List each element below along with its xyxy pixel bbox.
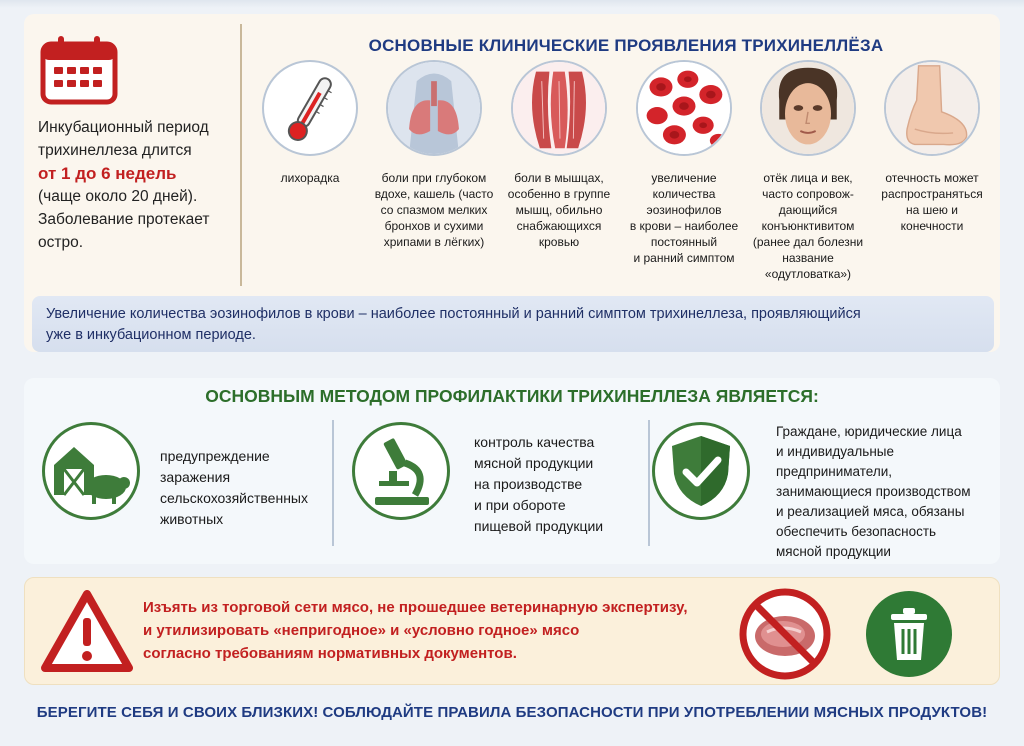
trash-bin-icon (865, 590, 953, 683)
symptom-face-edema (748, 60, 868, 282)
warning-line: и утилизировать «непригодное» и «условно годное» мясо (143, 622, 580, 639)
clinical-title: ОСНОВНЫЕ КЛИНИЧЕСКИЕ ПРОЯВЛЕНИЯ ТРИХИНЕЛЛЁЗА (368, 36, 884, 55)
caption-line: хрипами в лёгких) (383, 235, 485, 249)
prevention-line: животных (160, 511, 224, 527)
shield-check-icon (652, 422, 750, 520)
symptom-caption (624, 170, 744, 266)
calendar-icon (40, 34, 118, 111)
symptom-caption (374, 170, 494, 250)
blood-cells-icon (636, 60, 732, 156)
caption-line: «одутловатка») (764, 267, 852, 281)
prevention-title: ОСНОВНЫМ МЕТОДОМ ПРОФИЛАКТИКИ ТРИХИНЕЛЛЕЗА ЯВЛЯЕТСЯ: (205, 386, 819, 406)
incubation-line: Инкубационный период (38, 119, 209, 136)
incubation-text (38, 116, 238, 254)
microscope-icon (352, 422, 450, 520)
prevention-line: занимающиеся производством (776, 484, 971, 499)
incubation-line: Заболевание протекает (38, 211, 210, 228)
prevention-line: мясной продукции (474, 455, 594, 471)
symptom-fever (250, 60, 370, 186)
incubation-line: остро. (38, 234, 84, 251)
symptom-caption (250, 170, 370, 186)
symptom-caption (499, 170, 619, 250)
caption-line: отечность может (885, 171, 979, 185)
caption-line: конечности (900, 219, 964, 233)
prevention-line: пищевой продукции (474, 518, 604, 534)
warning-line: Изъять из торговой сети мясо, не прошедшее ветеринарную экспертизу, (143, 599, 688, 616)
prevention-text (160, 446, 330, 530)
top-strip (0, 0, 1024, 8)
eosinophil-banner (32, 296, 994, 352)
symptom-muscles (499, 60, 619, 250)
prevention-line: обеспечить безопасность (776, 524, 937, 539)
prevention-line: Граждане, юридические лица (776, 424, 962, 439)
muscles-icon (511, 60, 607, 156)
prevention-line: предупреждение (160, 448, 270, 464)
prevention-line: на производстве (474, 476, 583, 492)
prevention-line: и индивидуальные (776, 444, 894, 459)
caption-line: постоянный (650, 235, 718, 249)
prevention-item-microscope (342, 418, 642, 558)
caption-line: и ранний симптом (633, 251, 735, 265)
swollen-foot-icon (884, 60, 980, 156)
symptom-caption (872, 170, 992, 234)
caption-line: бронхов и сухими (384, 219, 484, 233)
caption-line: вдохе, кашель (часто (374, 187, 494, 201)
caption-line: на шею и (906, 203, 958, 217)
symptom-edema (872, 60, 992, 234)
caption-line: снабжающихся (516, 219, 602, 233)
divider (332, 420, 334, 546)
caption-line: лихорадка (280, 171, 340, 185)
prevention-section (24, 378, 1000, 564)
prevention-line: заражения (160, 469, 231, 485)
caption-line: боли в мышцах, (514, 171, 604, 185)
warning-icon (41, 590, 133, 677)
banner-line: Увеличение количества эозинофилов в крови – наиболее постоянный и ранний симптом трихинеллеза, проявляющийся (46, 306, 861, 322)
caption-line: боли при глубоком (381, 171, 487, 185)
caption-line: название (782, 251, 834, 265)
symptom-eosinophils (624, 60, 744, 266)
caption-line: дающийся (778, 203, 838, 217)
thermometer-icon (262, 60, 358, 156)
caption-line: увеличение (651, 171, 717, 185)
caption-line: часто сопровож- (762, 187, 854, 201)
banner-line: уже в инкубационном периоде. (46, 327, 256, 343)
incubation-line: трихинеллеза длится (38, 142, 192, 159)
symptom-lungs (374, 60, 494, 250)
caption-line: мышц, обильно (515, 203, 603, 217)
prevention-line: сельскохозяйственных (160, 490, 308, 506)
prevention-item-shield (640, 418, 996, 558)
caption-line: количества (652, 187, 716, 201)
caption-line: в крови – наиболее (629, 219, 739, 233)
caption-line: кровью (538, 235, 580, 249)
prevention-line: и при обороте (474, 497, 566, 513)
warning-section (24, 577, 1000, 685)
warning-line: согласно требованиям нормативных документов. (143, 645, 517, 662)
no-meat-icon (737, 586, 833, 687)
caption-line: (ранее дал болезни (752, 235, 864, 249)
prevention-line: мясной продукции (776, 544, 891, 559)
prevention-text (776, 422, 996, 562)
caption-line: распространяться (881, 187, 983, 201)
caption-line: отёк лица и век, (763, 171, 853, 185)
symptom-caption (748, 170, 868, 282)
warning-text (143, 596, 743, 665)
caption-line: со спазмом мелких (380, 203, 488, 217)
incubation-line: (чаще около 20 дней). (38, 188, 198, 205)
lungs-icon (386, 60, 482, 156)
farm-animals-icon (42, 422, 140, 520)
prevention-line: и реализацией мяса, обязаны (776, 504, 965, 519)
swollen-face-icon (760, 60, 856, 156)
prevention-line: контроль качества (474, 434, 595, 450)
incubation-block (24, 14, 244, 284)
prevention-item-farm (32, 418, 332, 558)
caption-line: особенно в группе (507, 187, 611, 201)
divider (240, 24, 242, 286)
caption-line: эозинофилов (646, 203, 722, 217)
clinical-section (24, 14, 1000, 352)
prevention-line: предприниматели, (776, 464, 893, 479)
prevention-text (474, 432, 644, 537)
caption-line: конъюнктивитом (761, 219, 855, 233)
incubation-highlight: от 1 до 6 недель (38, 164, 177, 183)
footer-slogan: БЕРЕГИТЕ СЕБЯ И СВОИХ БЛИЗКИХ! СОБЛЮДАЙТЕ ПРАВИЛА БЕЗОПАСНОСТИ ПРИ УПОТРЕБЛЕНИИ МЯСНЫХ ПРОДУКТОВ! (36, 704, 988, 721)
